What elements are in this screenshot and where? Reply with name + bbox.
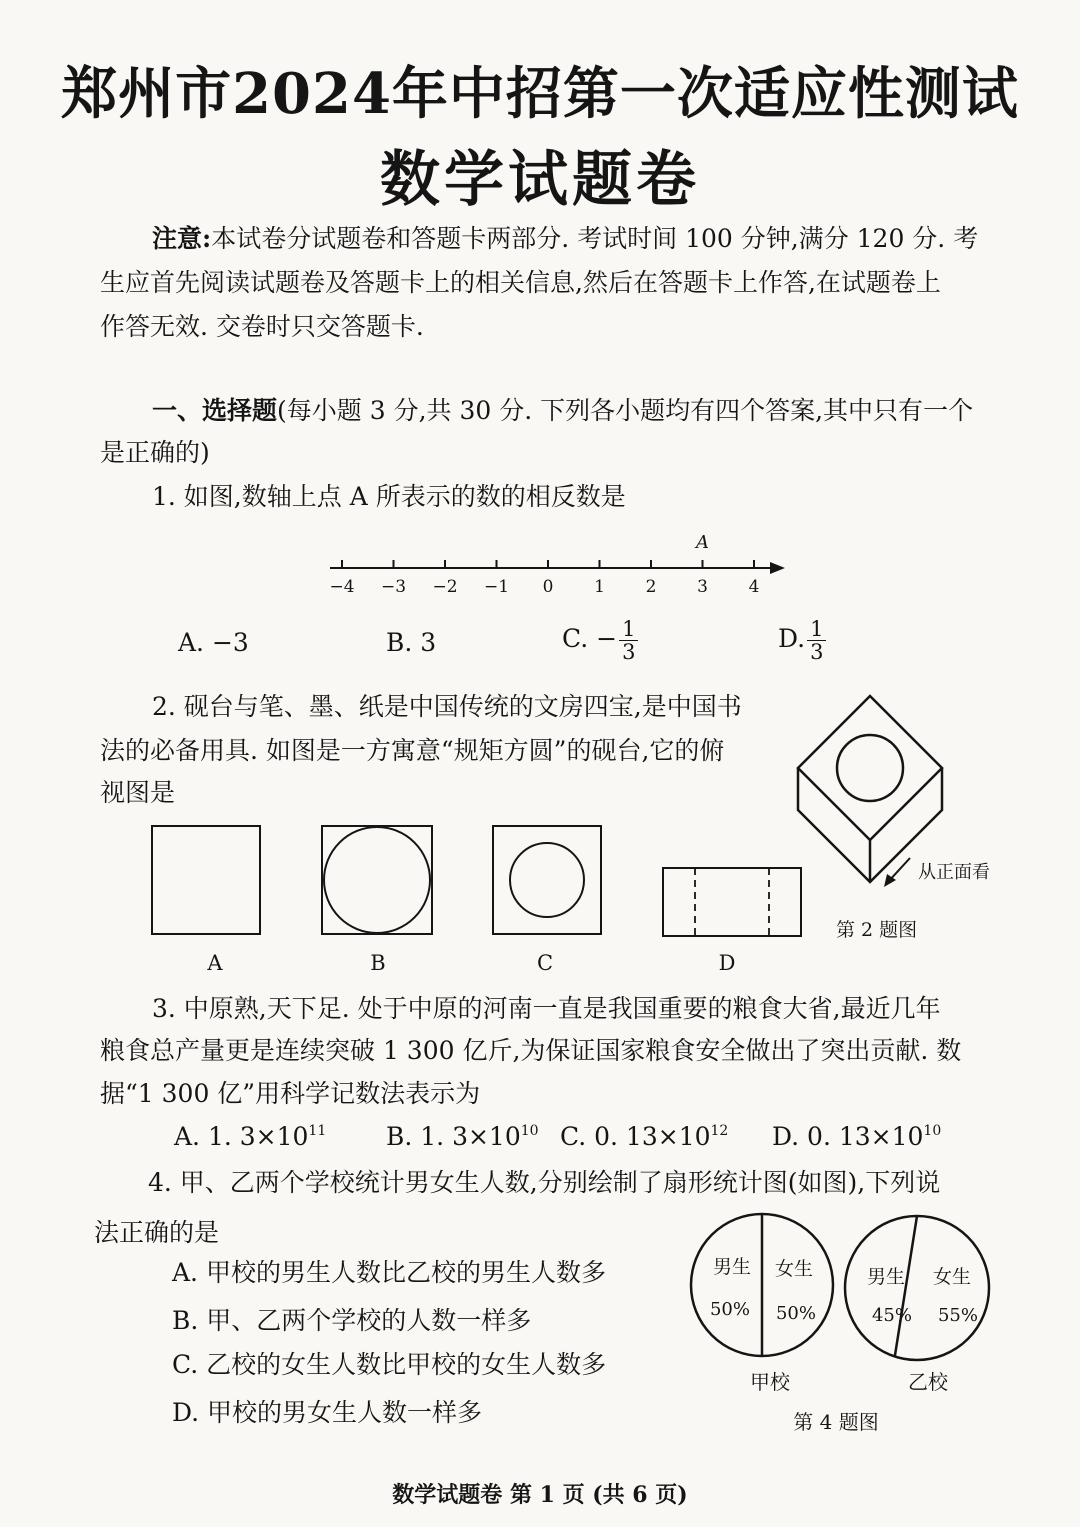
notice-text-1: 本试卷分试题卷和答题卡两部分. 考试时间 100 分钟,满分 120 分. 考: [211, 224, 979, 253]
q1-option-a: A. −3: [178, 628, 249, 657]
q3-option-d-text: D. 0. 13×10: [772, 1122, 924, 1151]
notice-line-3: 作答无效. 交卷时只交答题卡.: [100, 312, 424, 341]
section-heading: [152, 390, 973, 432]
q3-line-2: 粮食总产量更是连续突破 1 300 亿斤,为保证国家粮食安全做出了突出贡献. 数: [100, 1036, 962, 1065]
inkstone-figure: [790, 690, 1010, 950]
q3-option-a-text: A. 1. 3×10: [174, 1122, 309, 1151]
q1-option-d: [778, 618, 826, 663]
q2-line-1: 2. 砚台与笔、墨、纸是中国传统的文房四宝,是中国书: [152, 692, 742, 721]
q4-option-d: D. 甲校的男女生人数一样多: [172, 1398, 483, 1427]
pie-yi-female-pct: 55%: [937, 1305, 979, 1326]
option-b-circle: [324, 827, 430, 933]
front-view-label: 从正面看: [918, 862, 990, 883]
q3-option-a: [174, 1122, 326, 1151]
q1-option-b: B. 3: [386, 628, 437, 657]
page-title: 郑州市2024年中招第一次适应性测试: [61, 61, 1019, 127]
q1-option-d-fraction: [807, 618, 826, 663]
pie-jia-female-pct: 50%: [775, 1303, 817, 1324]
q1-option-c-denominator: 3: [622, 640, 636, 664]
number-line-tick-label: 1: [594, 577, 605, 597]
q4-option-b: B. 甲、乙两个学校的人数一样多: [172, 1306, 532, 1335]
q3-option-b: [386, 1122, 539, 1151]
option-d-label: D: [718, 951, 736, 975]
number-line-arrow: [770, 562, 785, 574]
q4-pie-figure: [680, 1205, 1020, 1445]
notice-line-1: [152, 218, 978, 260]
q1-option-c-prefix: C. −: [562, 624, 618, 653]
q4-option-a: A. 甲校的男生人数比乙校的男生人数多: [172, 1258, 606, 1287]
pie-jia-name: 甲校: [750, 1370, 790, 1394]
option-c-circle: [510, 843, 584, 917]
option-a-label: A: [207, 951, 223, 975]
number-line-tick-label: 0: [542, 577, 554, 597]
q3-option-d-exponent: 10: [923, 1123, 942, 1139]
q4-figure-caption: 第 4 题图: [793, 1410, 879, 1434]
q3-option-c: [560, 1122, 728, 1151]
pie-jia-male-label: 男生: [712, 1256, 752, 1278]
number-line-tick-label: 4: [748, 577, 760, 597]
pie-yi-male-label: 男生: [866, 1266, 906, 1288]
q2-line-2: 法的必备用具. 如图是一方寓意“规矩方圆”的砚台,它的俯: [100, 736, 725, 765]
option-d-rectangle: [663, 868, 801, 936]
number-line-tick-label: 3: [697, 577, 708, 597]
inkstone-circle: [837, 735, 903, 801]
number-line-tick-label: −2: [432, 577, 458, 597]
pie-yi-male-pct: 45%: [871, 1305, 913, 1326]
q3-option-d: [772, 1122, 941, 1151]
q4-line-2: 法正确的是: [94, 1218, 220, 1247]
number-line-tick-label: −1: [483, 577, 510, 597]
inkstone-top-face: [798, 696, 942, 840]
q4-line-1: 4. 甲、乙两个学校统计男女生人数,分别绘制了扇形统计图(如图),下列说: [148, 1168, 941, 1197]
q1-stem: 1. 如图,数轴上点 A 所表示的数的相反数是: [152, 482, 626, 511]
q3-option-c-text: C. 0. 13×10: [560, 1122, 711, 1151]
q3-option-c-exponent: 12: [710, 1123, 729, 1139]
q1-option-d-numerator: 1: [807, 618, 826, 641]
option-b-label: B: [370, 951, 386, 975]
q1-option-c: [562, 618, 638, 663]
q3-option-b-exponent: 10: [520, 1123, 539, 1139]
section-title: 一、选择题: [152, 396, 278, 425]
pie-jia-female-label: 女生: [774, 1258, 814, 1280]
q1-option-c-fraction: [619, 618, 638, 663]
q4-option-c: C. 乙校的女生人数比甲校的女生人数多: [172, 1350, 607, 1379]
q1-option-d-prefix: D.: [778, 624, 806, 653]
option-a-square: [152, 826, 260, 934]
notice-line-2: 生应首先阅读试题卷及答题卡上的相关信息,然后在答题卡上作答,在试题卷上: [100, 268, 941, 297]
section-desc-2: 是正确的): [100, 438, 210, 467]
page-footer: 数学试题卷 第 1 页 (共 6 页): [392, 1482, 688, 1508]
q1-option-c-numerator: 1: [619, 618, 638, 641]
number-line-figure: [320, 528, 800, 603]
pie-yi-name: 乙校: [908, 1370, 948, 1394]
number-line-tick-label: −4: [329, 577, 355, 597]
q1-option-d-denominator: 3: [810, 640, 824, 664]
q2-options-figure: [145, 820, 815, 980]
page-subtitle: 数学试题卷: [380, 145, 700, 215]
option-c-label: C: [536, 951, 554, 975]
q3-line-1: 3. 中原熟,天下足. 处于中原的河南一直是我国重要的粮食大省,最近几年: [152, 994, 941, 1023]
pie-yi-female-label: 女生: [932, 1266, 972, 1288]
q3-line-3: 据“1 300 亿”用科学记数法表示为: [100, 1079, 481, 1108]
q2-line-3: 视图是: [100, 778, 176, 807]
pie-jia-male-pct: 50%: [709, 1299, 751, 1320]
number-line-tick-label: −3: [380, 577, 407, 597]
q3-option-a-exponent: 11: [308, 1123, 327, 1139]
point-a-label: A: [696, 532, 709, 553]
pie-yi-circle: [845, 1216, 989, 1360]
section-desc-1: (每小题 3 分,共 30 分. 下列各小题均有四个答案,其中只有一个: [277, 396, 974, 425]
q2-figure-caption: 第 2 题图: [836, 919, 918, 941]
notice-label: 注意:: [152, 224, 212, 253]
number-line-tick-label: 2: [645, 577, 657, 597]
q3-option-b-text: B. 1. 3×10: [386, 1122, 521, 1151]
